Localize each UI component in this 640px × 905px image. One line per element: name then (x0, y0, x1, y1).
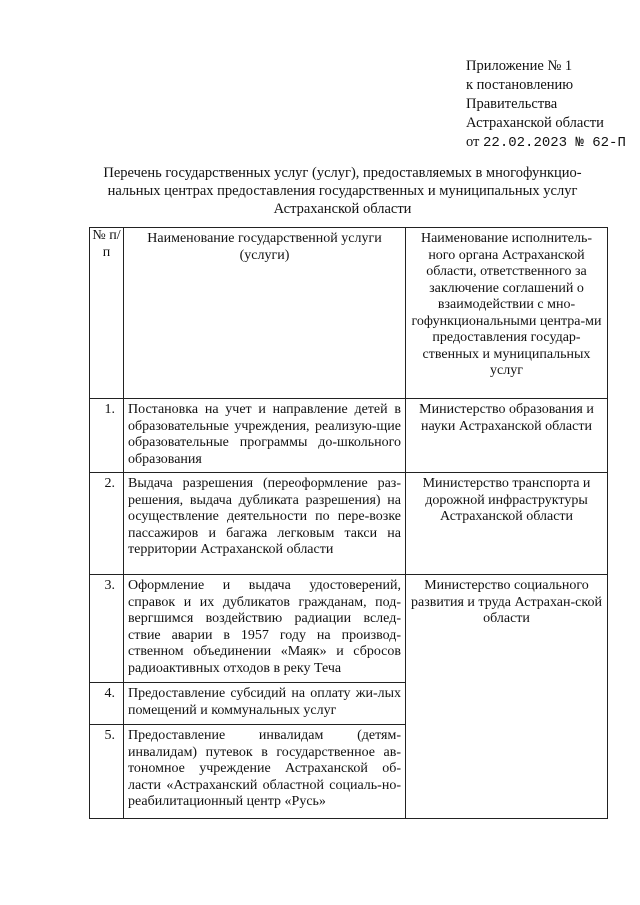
appendix-header (466, 57, 626, 153)
row-number: 1. (90, 399, 124, 473)
document-title (80, 164, 605, 218)
row-number: 3. (90, 575, 124, 683)
table-row (90, 399, 608, 473)
table-row (90, 473, 608, 575)
row-number: 5. (90, 725, 124, 819)
document-title-line-3: Астраханской области (273, 201, 412, 217)
row-organ: Министерство социального развития и труда Астрахан-ской области (406, 575, 608, 819)
header-organ: Наименование исполнитель-ного органа Астраханской области, ответственного за заключение соглашений о взаимодействии с мно-гофункциональными центра-ми предоставления государ-ственных и муниципальных услуг (406, 228, 608, 399)
row-number: 2. (90, 473, 124, 575)
row-service: Оформление и выдача удостоверений, справок и их дубликатов гражданам, под-вергшимся воздействию радиации вслед-ствие аварии в 1957 году на производ-ственном объединении «Маяк» и сбросов радиоактивных отходов в реку Теча (124, 575, 406, 683)
appendix-line-2: к постановлению (466, 77, 574, 93)
header-service: Наименование государственной услуги (услуги) (124, 228, 406, 399)
row-service: Постановка на учет и направление детей в образовательные учреждения, реализую-щие образовательные программы до-школьного образования (124, 399, 406, 473)
appendix-date-prefix: от (466, 134, 480, 150)
services-table (89, 227, 608, 819)
document-title-line-1: Перечень государственных услуг (услуг), предоставляемых в многофункцио- (103, 165, 582, 181)
row-service: Предоставление инвалидам (детям-инвалидам) путевок в государственное ав-тономное учреждение Астраханской об-ласти «Астраханский областной социаль-но-реабилитационный центр «Русь» (124, 725, 406, 819)
appendix-line-1: Приложение № 1 (466, 58, 573, 74)
table-header-row (90, 228, 608, 399)
appendix-date-value: 22.02.2023 № 62-П (483, 135, 626, 151)
row-number: 4. (90, 683, 124, 725)
row-organ: Министерство транспорта и дорожной инфраструктуры Астраханской области (406, 473, 608, 575)
appendix-line-3: Правительства (466, 96, 558, 112)
header-number: № п/п (90, 228, 124, 399)
row-service: Предоставление субсидий на оплату жи-лых помещений и коммунальных услуг (124, 683, 406, 725)
appendix-line-4: Астраханской области (466, 115, 604, 131)
row-organ: Министерство образования и науки Астраханской области (406, 399, 608, 473)
row-service: Выдача разрешения (переоформление раз-решения, выдача дубликата разрешения) на осуществление деятельности по пере-возке пассажиров и багажа легковым такси на территории Астраханской области (124, 473, 406, 575)
appendix-date-line (466, 133, 626, 153)
table-row (90, 575, 608, 683)
document-title-line-2: нальных центрах предоставления государственных и муниципальных услуг (107, 183, 578, 199)
